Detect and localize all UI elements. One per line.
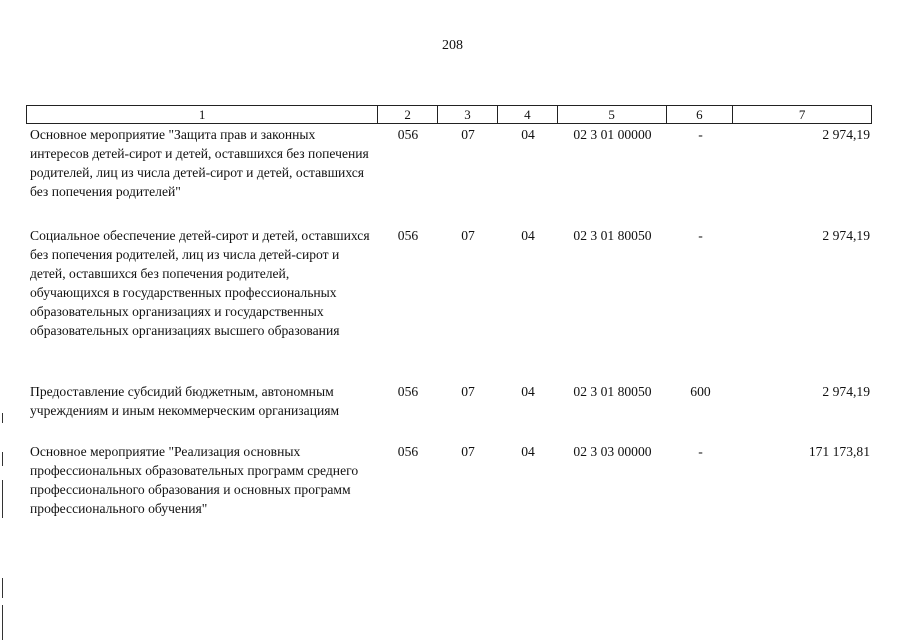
row-code-2: 056 [397,127,419,142]
row-code-4: 04 [521,127,535,142]
header-col-3: 3 [438,106,498,123]
table-row [26,382,872,420]
row-code-4: 04 [521,228,535,243]
row-code-4: 04 [521,444,535,459]
row-code-2: 056 [397,444,419,459]
header-col-4: 4 [498,106,558,123]
scan-artifact [2,480,3,518]
row-amount: 2 974,19 [822,127,870,142]
scan-artifact [2,605,3,640]
row-code-3: 07 [461,384,475,399]
scan-artifact [2,413,3,423]
row-code-2: 056 [397,384,419,399]
row-code-5: 02 3 01 80050 [573,228,652,243]
page-number: 208 [442,38,463,53]
row-code-3: 07 [461,127,475,142]
row-name: Социальное обеспечение детей-сирот и детей, оставшихся без попечения родителей, лиц из числа детей-сирот и детей, оставшихся без попечения родителей, обучающихся в государственных профессиональных образовательных организациях и государственных образовательных организациях высшего образования [30,228,370,338]
scan-artifact [2,452,3,466]
row-code-5: 02 3 01 80050 [573,384,652,399]
table-header [26,105,872,124]
header-col-6: 6 [667,106,734,123]
row-code-6: - [698,127,703,142]
row-amount: 171 173,81 [808,444,870,459]
table-row [26,226,872,340]
row-amount: 2 974,19 [822,228,870,243]
row-amount: 2 974,19 [822,384,870,399]
header-col-2: 2 [378,106,438,123]
row-code-6: 600 [690,384,711,399]
row-code-6: - [698,444,703,459]
header-col-1: 1 [27,106,378,123]
row-code-2: 056 [397,228,419,243]
table-row [26,125,872,201]
row-code-3: 07 [461,228,475,243]
row-name: Основное мероприятие "Защита прав и законных интересов детей-сирот и детей, оставшихся без попечения родителей, лиц из числа детей-сирот и детей, оставшихся без попечения родителей" [30,127,369,199]
row-code-6: - [698,228,703,243]
table-row [26,442,872,518]
row-code-4: 04 [521,384,535,399]
header-col-5: 5 [558,106,667,123]
row-code-5: 02 3 01 00000 [573,127,652,142]
row-code-3: 07 [461,444,475,459]
row-code-5: 02 3 03 00000 [573,444,652,459]
scan-artifact [2,578,3,598]
row-name: Предоставление субсидий бюджетным, автономным учреждениям и иным некоммерческим организациям [30,384,340,418]
row-name: Основное мероприятие "Реализация основных профессиональных образовательных программ среднего профессионального образования и основных программ профессионального обучения" [30,444,359,516]
header-col-7: 7 [798,107,806,122]
